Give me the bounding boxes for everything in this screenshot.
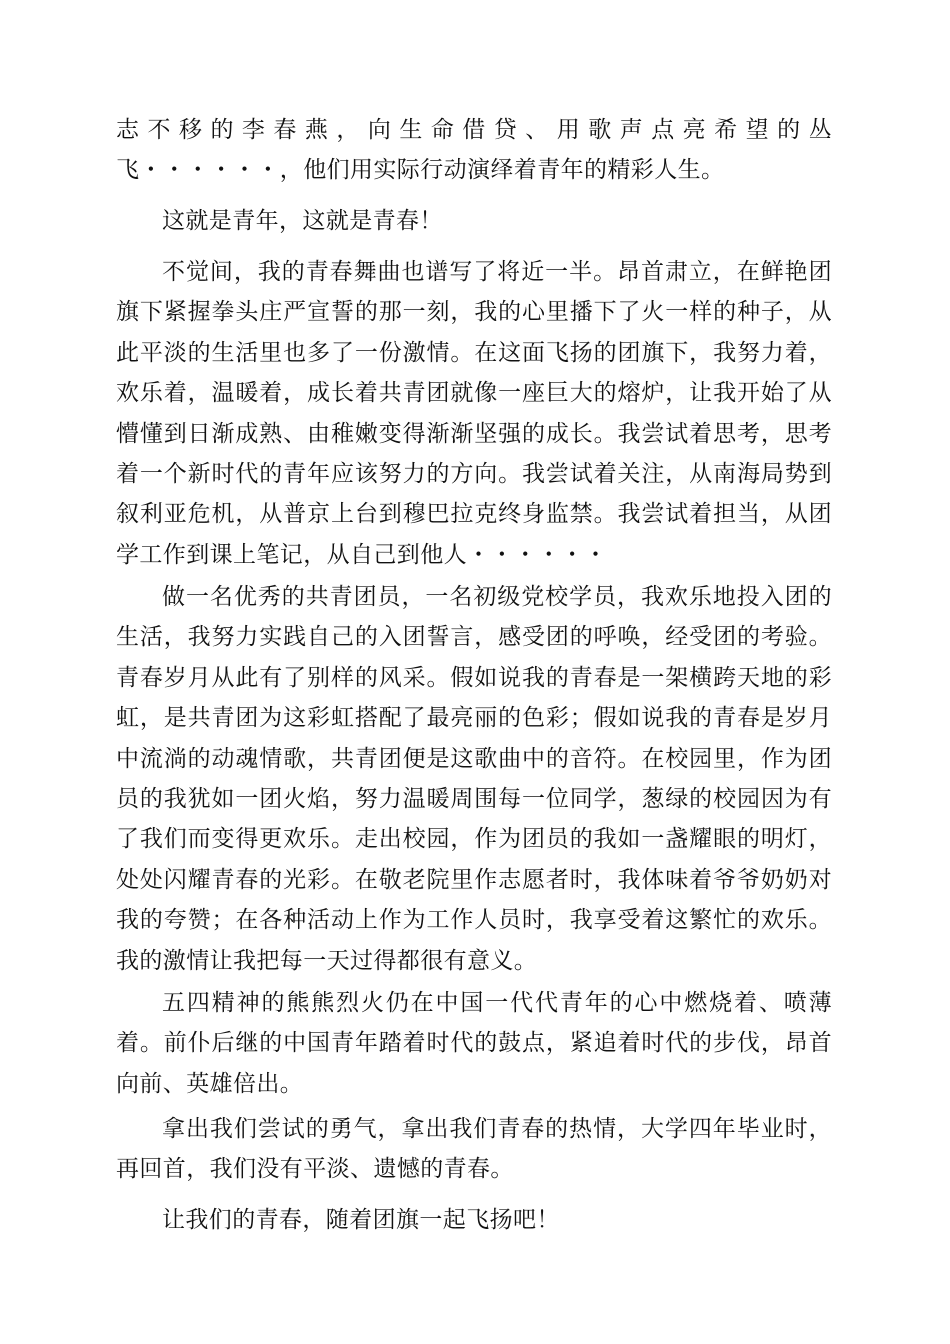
paragraph-7: 让我们的青春，随着团旗一起飞扬吧！ (162, 1207, 560, 1233)
paragraph-1: 志不移的李春燕，向生命借贷、用歌声点亮希望的丛飞・・・・・・，他们用实际行动演绎着青年的精彩人生。 (116, 117, 832, 184)
paragraph-5: 五四精神的熊熊烈火仍在中国一代代青年的心中燃烧着、喷薄着。前仆后继的中国青年踏着时代的鼓点，紧追着时代的步伐，昂首向前、英雄倍出。 (116, 990, 832, 1097)
paragraph-4: 做一名优秀的共青团员，一名初级党校学员，我欢乐地投入团的生活，我努力实践自己的入团誓言，感受团的呼唤，经受团的考验。青春岁月从此有了别样的风采。假如说我的青春是一架横跨天地的彩虹，是共青团为这彩虹搭配了最亮丽的色彩；假如说我的青春是岁月中流淌的动魂情歌，共青团便是这歌曲中的音符。在校园里，作为团员的我犹如一团火焰，努力温暖周围每一位同学，葱绿的校园因为有了我们而变得更欢乐。走出校园，作为团员的我如一盏耀眼的明灯，处处闪耀青春的光彩。在敬老院里作志愿者时，我体味着爷爷奶奶对我的夸赞；在各种活动上作为工作人员时，我享受着这繁忙的欢乐。我的激情让我把每一天过得都很有意义。 (116, 584, 832, 974)
paragraph-6: 拿出我们尝试的勇气，拿出我们青春的热情，大学四年毕业时，再回首，我们没有平淡、遗憾的青春。 (116, 1116, 832, 1183)
paragraph-2: 这就是青年，这就是青春！ (162, 208, 443, 234)
paragraph-3: 不觉间，我的青春舞曲也谱写了将近一半。昂首肃立，在鲜艳团旗下紧握拳头庄严宣誓的那一刻，我的心里播下了火一样的种子，从此平淡的生活里也多了一份激情。在这面飞扬的团旗下，我努力着，欢乐着，温暖着，成长着共青团就像一座巨大的熔炉，让我开始了从懵懂到日渐成熟、由稚嫩变得渐渐坚强的成长。我尝试着思考，思考着一个新时代的青年应该努力的方向。我尝试着关注，从南海局势到叙利亚危机，从普京上台到穆巴拉克终身监禁。我尝试着担当，从团学工作到课上笔记，从自己到他人・・・・・・ (116, 259, 832, 568)
